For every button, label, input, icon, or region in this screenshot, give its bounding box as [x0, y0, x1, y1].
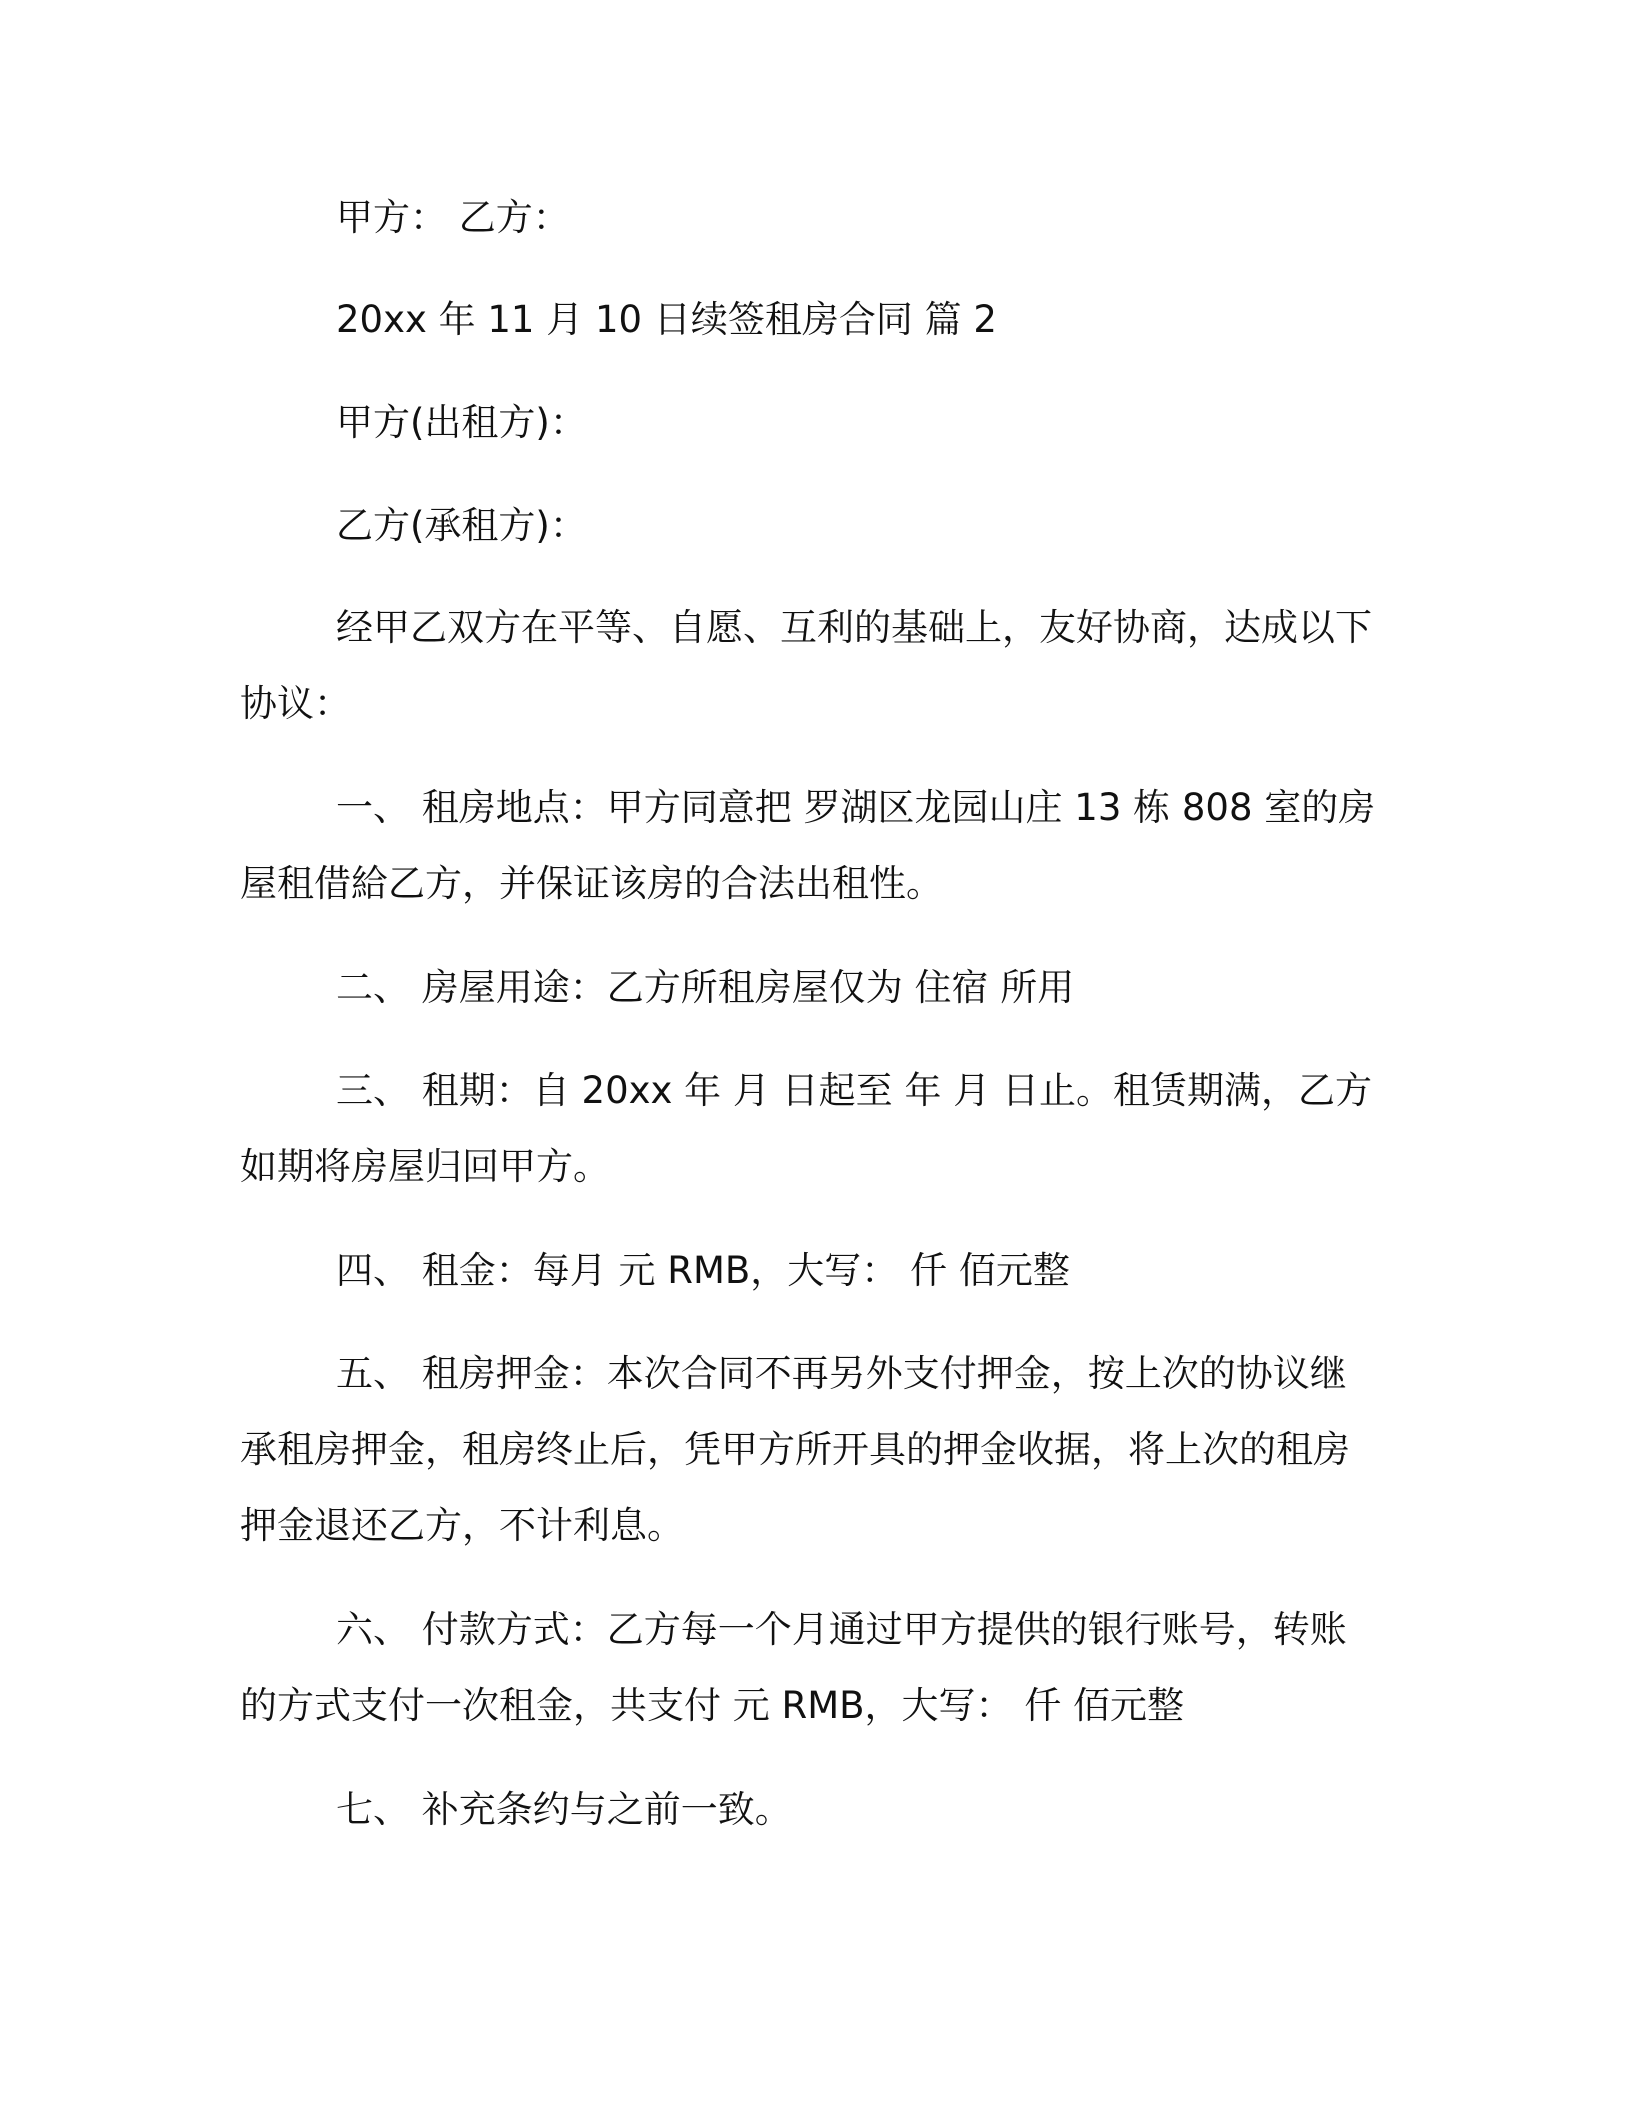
- clause-4-rent: 四、 租金：每月 元 RMB，大写： 仟 佰元整: [336, 1249, 1070, 1292]
- section-heading: 20xx 年 11 月 10 日续签租房合同 篇 2: [336, 298, 997, 341]
- party-a-line: 甲方(出租方)：: [336, 401, 587, 444]
- signature-parties-line: 甲方： 乙方：: [336, 196, 570, 239]
- clause-1-location: 一、 租房地点：甲方同意把 罗湖区龙园山庄 13 栋 808 室的房屋租借給乙方，并保证该房的合法出租性。: [240, 786, 1376, 905]
- clause-3-term: 三、 租期：自 20xx 年 月 日起至 年 月 日止。租赁期满，乙方如期将房屋归回甲方。: [240, 1069, 1372, 1188]
- clause-5-deposit: 五、 租房押金：本次合同不再另外支付押金，按上次的协议继承租房押金，租房终止后，凭甲方所开具的押金收据，将上次的租房押金退还乙方，不计利息。: [240, 1352, 1350, 1547]
- party-b-line: 乙方(承租方)：: [336, 504, 587, 547]
- clause-2-usage: 二、 房屋用途：乙方所租房屋仅为 住宿 所用: [336, 966, 1075, 1009]
- preamble-paragraph: 经甲乙双方在平等、自愿、互利的基础上，友好协商，达成以下协议：: [240, 606, 1372, 725]
- clause-6-payment: 六、 付款方式：乙方每一个月通过甲方提供的银行账号，转账的方式支付一次租金，共支付 元 RMB，大写： 仟 佰元整: [240, 1608, 1347, 1727]
- clause-7-supplement: 七、 补充条约与之前一致。: [336, 1788, 792, 1831]
